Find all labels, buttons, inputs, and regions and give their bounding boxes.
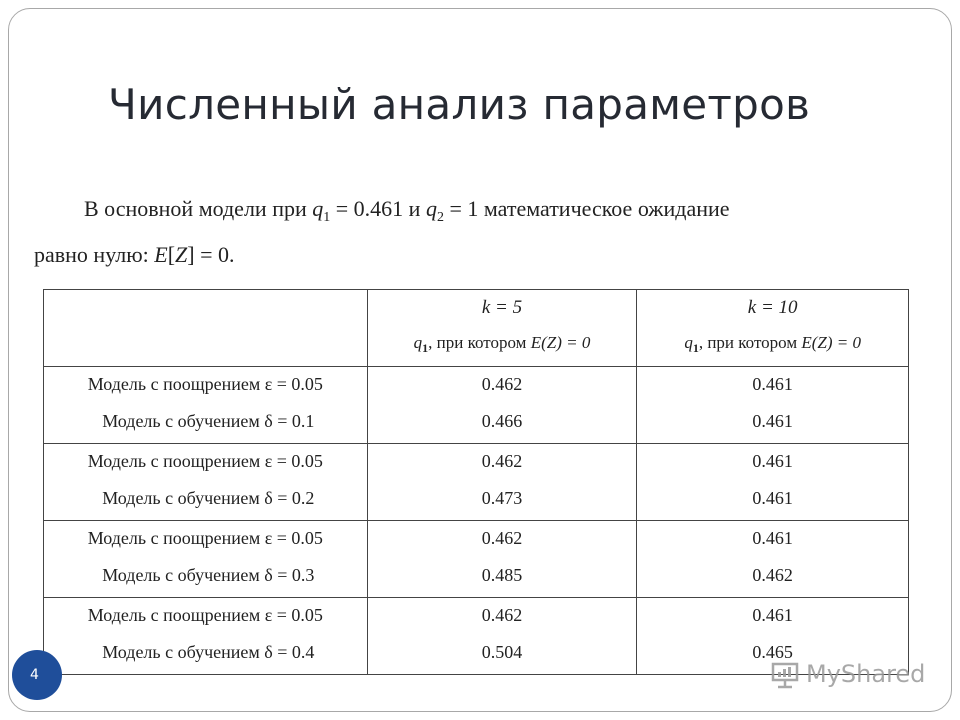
q-condition: E(Z) = 0	[530, 333, 591, 352]
header-k5	[367, 290, 637, 367]
table-row	[44, 521, 909, 598]
intro-line-1	[34, 190, 934, 236]
expectation-value: = 0.	[194, 242, 235, 267]
expectation-symbol: E	[154, 242, 168, 267]
intro-line-2: равно нулю: E[Z] = 0.	[34, 242, 235, 267]
header-k-value	[368, 293, 637, 323]
q-caption-text: , при котором	[698, 333, 802, 352]
results-table	[43, 289, 909, 675]
intro-text-part: равно нулю:	[34, 242, 155, 267]
value: 0.462	[481, 451, 523, 471]
q2-subscript: 2	[436, 210, 444, 225]
reward-model-label: Модель с поощрением ε = 0.05	[87, 374, 323, 394]
k-label: k = 10	[747, 297, 798, 318]
k-label: k = 5	[481, 297, 523, 318]
z-symbol: Z	[175, 242, 188, 267]
value: 0.461	[752, 488, 793, 508]
k5-values-cell	[367, 598, 637, 675]
watermark-text: MyShared	[806, 660, 926, 688]
reward-model-label: Модель с поощрением ε = 0.05	[87, 528, 323, 548]
q2-symbol: q	[425, 196, 437, 221]
model-label-cell	[44, 367, 368, 444]
watermark	[770, 656, 925, 692]
q1-symbol: q	[684, 333, 693, 352]
value: 0.466	[481, 411, 523, 431]
value: 0.461	[752, 374, 793, 394]
learning-model-label: Модель с обучением δ = 0.4	[102, 642, 315, 662]
q1-symbol: q	[413, 333, 423, 352]
table-row	[44, 444, 909, 521]
q-caption-text: , при котором	[428, 333, 531, 352]
intro-text-part: и	[403, 196, 426, 221]
k10-values-cell	[637, 444, 909, 521]
value: 0.461	[752, 528, 793, 548]
presentation-board-icon	[770, 659, 800, 689]
value: 0.465	[752, 642, 793, 662]
q1-subscript: 1	[692, 341, 699, 355]
learning-model-label: Модель с обучением δ = 0.1	[102, 411, 315, 431]
value: 0.485	[481, 565, 523, 585]
k5-values-cell	[367, 444, 637, 521]
value: 0.461	[752, 605, 793, 625]
value: 0.504	[481, 642, 523, 662]
intro-text-part: В основной модели при	[84, 196, 313, 221]
q-condition: E(Z) = 0	[801, 333, 861, 352]
value: 0.462	[481, 374, 523, 394]
model-label-cell	[44, 521, 368, 598]
q1-subscript: 1	[323, 210, 331, 225]
k5-values-cell	[367, 521, 637, 598]
value: 0.473	[481, 488, 523, 508]
table-row	[44, 367, 909, 444]
intro-text	[34, 190, 934, 273]
k5-values-cell	[367, 367, 637, 444]
learning-model-label: Модель с обучением δ = 0.2	[102, 488, 315, 508]
header-empty-cell	[44, 290, 368, 367]
slide-title: Численный анализ параметров	[108, 80, 811, 129]
value: 0.461	[752, 411, 793, 431]
reward-model-label: Модель с поощрением ε = 0.05	[87, 605, 323, 625]
k10-values-cell	[637, 521, 909, 598]
q1-subscript: 1	[422, 341, 429, 355]
intro-text-part: математическое ожидание	[478, 196, 730, 221]
reward-model-label: Модель с поощрением ε = 0.05	[87, 451, 323, 471]
model-label-cell	[44, 598, 368, 675]
value: 0.462	[481, 605, 523, 625]
model-label-cell	[44, 444, 368, 521]
value: 0.462	[752, 565, 793, 585]
k10-values-cell	[637, 367, 909, 444]
q2-value: = 1	[443, 196, 479, 221]
table-header-row	[44, 290, 909, 367]
header-q-caption	[368, 323, 637, 363]
learning-model-label: Модель с обучением δ = 0.3	[102, 565, 315, 585]
q1-symbol: q	[312, 196, 324, 221]
page-number-badge: 4	[12, 650, 62, 700]
value: 0.462	[481, 528, 523, 548]
header-k-value	[637, 293, 908, 323]
q1-value: = 0.461	[330, 196, 404, 221]
header-k10	[637, 290, 909, 367]
header-q-caption	[637, 323, 908, 363]
value: 0.461	[752, 451, 793, 471]
